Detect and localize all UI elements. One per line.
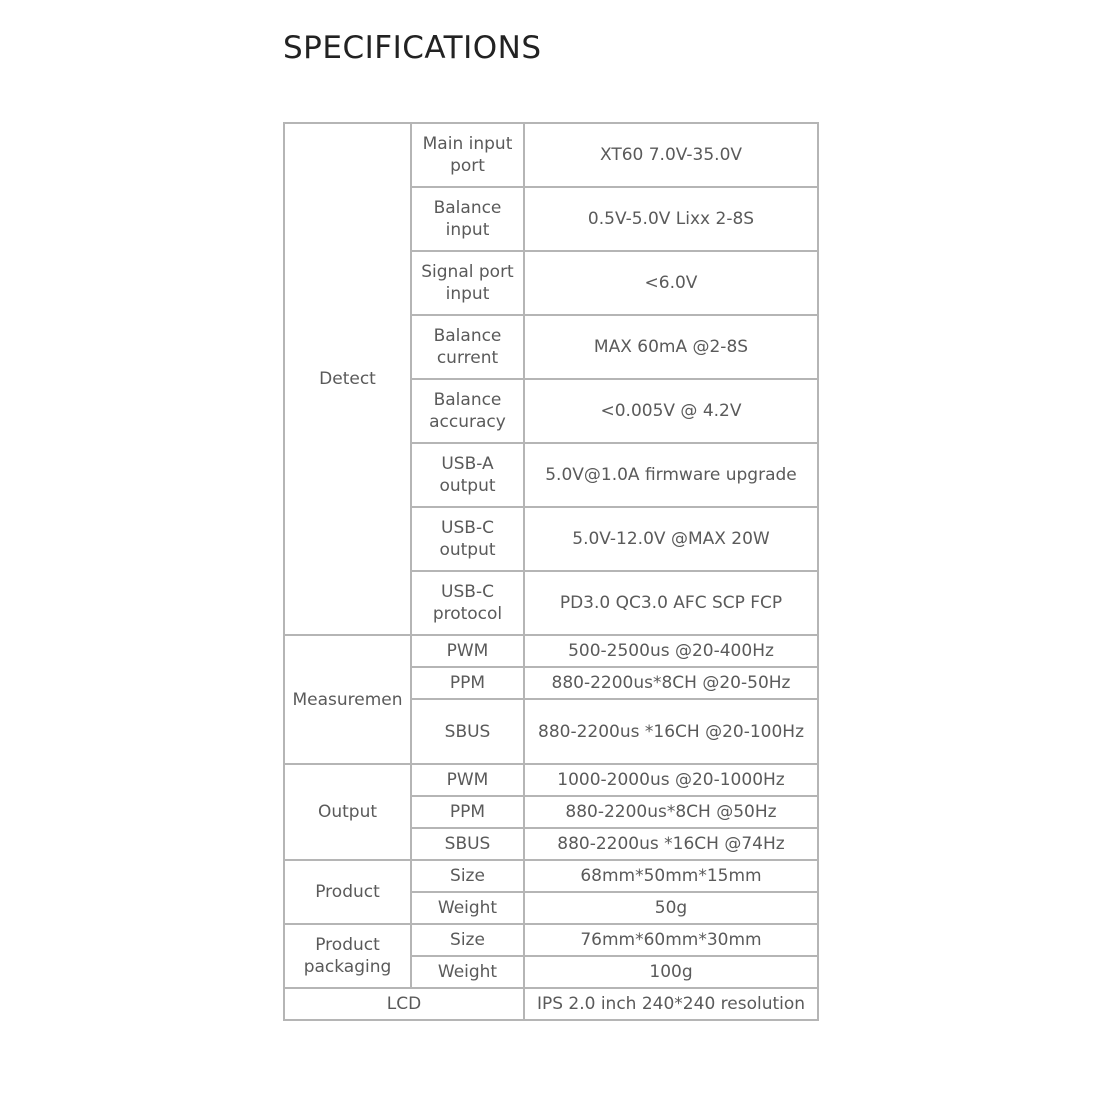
value-cell: 76mm*60mm*30mm	[524, 924, 818, 956]
param-cell: USB-C protocol	[411, 571, 524, 635]
value-cell: 880-2200us *16CH @74Hz	[524, 828, 818, 860]
group-label-product: Product	[284, 860, 411, 924]
table-row	[284, 924, 818, 956]
param-cell: USB-A output	[411, 443, 524, 507]
param-cell: Weight	[411, 892, 524, 924]
group-label-measurement: Measuremen	[284, 635, 411, 764]
param-cell: PPM	[411, 667, 524, 699]
param-cell: PWM	[411, 764, 524, 796]
value-cell: 880-2200us*8CH @20-50Hz	[524, 667, 818, 699]
value-cell: 5.0V@1.0A firmware upgrade	[524, 443, 818, 507]
table-row	[284, 764, 818, 796]
specifications-table	[283, 122, 819, 1021]
param-cell: Size	[411, 924, 524, 956]
param-cell: SBUS	[411, 699, 524, 764]
table-row	[284, 123, 818, 187]
param-cell: Balance accuracy	[411, 379, 524, 443]
param-cell: SBUS	[411, 828, 524, 860]
value-cell: <0.005V @ 4.2V	[524, 379, 818, 443]
value-cell: XT60 7.0V-35.0V	[524, 123, 818, 187]
param-cell: Balance current	[411, 315, 524, 379]
value-cell: 5.0V-12.0V @MAX 20W	[524, 507, 818, 571]
value-cell: 100g	[524, 956, 818, 988]
lcd-label: LCD	[284, 988, 524, 1020]
param-cell: PPM	[411, 796, 524, 828]
param-cell: Signal port input	[411, 251, 524, 315]
table-row	[284, 860, 818, 892]
group-label-output: Output	[284, 764, 411, 860]
page-title: SPECIFICATIONS	[283, 30, 542, 66]
table-row	[284, 635, 818, 667]
param-cell: Size	[411, 860, 524, 892]
value-cell: 0.5V-5.0V Lixx 2-8S	[524, 187, 818, 251]
value-cell: 68mm*50mm*15mm	[524, 860, 818, 892]
value-cell: PD3.0 QC3.0 AFC SCP FCP	[524, 571, 818, 635]
group-label-packaging: Product packaging	[284, 924, 411, 988]
param-cell: USB-C output	[411, 507, 524, 571]
value-cell: 880-2200us*8CH @50Hz	[524, 796, 818, 828]
lcd-value: IPS 2.0 inch 240*240 resolution	[524, 988, 818, 1020]
value-cell: 1000-2000us @20-1000Hz	[524, 764, 818, 796]
value-cell: 880-2200us *16CH @20-100Hz	[524, 699, 818, 764]
param-cell: Weight	[411, 956, 524, 988]
value-cell: 500-2500us @20-400Hz	[524, 635, 818, 667]
table-row	[284, 988, 818, 1020]
param-cell: PWM	[411, 635, 524, 667]
value-cell: <6.0V	[524, 251, 818, 315]
value-cell: 50g	[524, 892, 818, 924]
group-label-detect: Detect	[284, 123, 411, 635]
value-cell: MAX 60mA @2-8S	[524, 315, 818, 379]
param-cell: Balance input	[411, 187, 524, 251]
param-cell: Main input port	[411, 123, 524, 187]
